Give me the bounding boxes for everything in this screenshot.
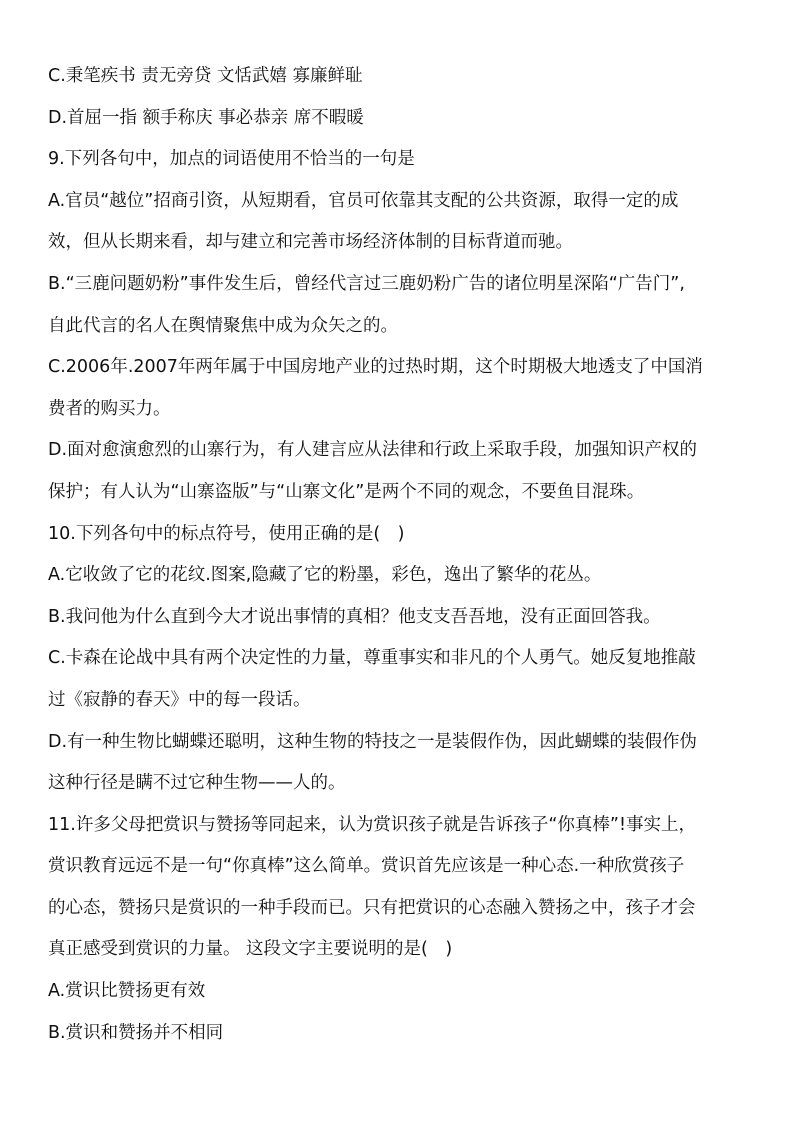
text-line: C.秉笔疾书 责无旁贷 文恬武嬉 寡廉鲜耻 <box>48 66 363 86</box>
text-line: D.有一种生物比蝴蝶还聪明，这种生物的特技之一是装假作伪，因此蝴蝶的装假作伪 <box>48 731 698 752</box>
text-line: A.官员“越位”招商引资，从短期看，官员可依靠其支配的公共资源，取得一定的成 <box>48 190 679 211</box>
text-line: 效，但从长期来看，却与建立和完善市场经济体制的目标背道而驰。 <box>48 232 573 253</box>
question-10-stem: 10.下列各句中的标点符号，使用正确的是( ) <box>48 523 405 544</box>
text-line: B.我问他为什么直到今大才说出事情的真相？他支支吾吾地，没有正面回答我。 <box>48 606 661 627</box>
text-line: C.2006年.2007年两年属于中国房地产业的过热时期，这个时期极大地透支了中国消 <box>48 357 703 378</box>
text-line: 真正感受到赏识的力量。 这段文字主要说明的是( ) <box>48 939 453 960</box>
text-line: 赏识教育远远不是一句“你真棒”这么简单。赏识首先应该是一种心态.一种欣赏孩子 <box>48 856 685 877</box>
text-line: C.卡森在论战中具有两个决定性的力量，尊重事实和非凡的个人勇气。她反复地推敲 <box>48 648 696 669</box>
text-line: A.它收敛了它的花纹.图案,隐藏了它的粉墨，彩色，逸出了繁华的花丛。 <box>48 565 602 586</box>
text-line: D.首屈一指 额手称庆 事必恭亲 席不暇暖 <box>48 107 364 128</box>
text-line: 保护；有人认为“山寨盗版”与“山寨文化”是两个不同的观念，不要鱼目混珠。 <box>48 481 645 502</box>
text-line: D.面对愈演愈烈的山寨行为，有人建言应从法律和行政上采取手段，加强知识产权的 <box>48 440 698 461</box>
question-11-stem: 11.许多父母把赏识与赞扬等同起来，认为赏识孩子就是告诉孩子“你真棒”!事实上， <box>48 814 696 835</box>
question-9-stem: 9.下列各句中，加点的词语使用不恰当的一句是 <box>48 149 415 170</box>
text-line: 的心态，赞扬只是赏识的一种手段而已。只有把赏识的心态融入赞扬之中，孩子才会 <box>48 897 696 918</box>
text-line: 自此代言的名人在舆情聚焦中成为众矢之的。 <box>48 315 398 336</box>
text-line: 这种行径是瞒不过它种生物——人的。 <box>48 773 346 794</box>
text-line: 费者的购买力。 <box>48 398 171 419</box>
text-line: B.“三鹿问题奶粉”事件发生后，曾经代言过三鹿奶粉广告的诸位明星深陷“广告门”, <box>48 273 685 294</box>
text-line: B.赏识和赞扬并不相同 <box>48 1022 224 1043</box>
text-line: A.赏识比赞扬更有效 <box>48 981 206 1002</box>
text-line: 过《寂静的春天》中的每一段话。 <box>48 689 311 710</box>
